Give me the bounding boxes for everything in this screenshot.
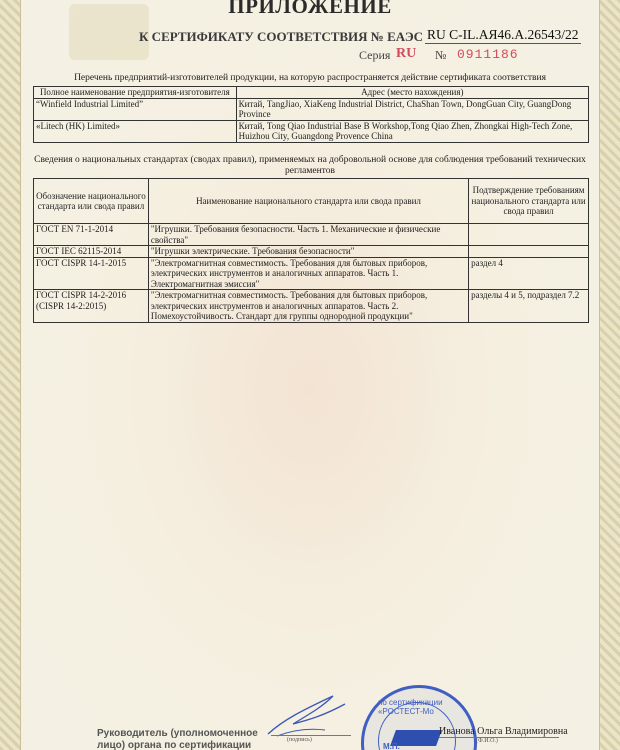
column-header: Обозначение национального стандарта или свода правил (34, 179, 149, 224)
series-value: RU (396, 46, 417, 61)
table-row (34, 246, 589, 258)
certificate-number: RU C-IL.АЯ46.А.26543/22 (427, 27, 579, 42)
standard-code: ГОСТ CISPR 14-2-2016 (CISPR 14-2:2015) (34, 290, 149, 323)
standards-intro: Сведения о национальных стандартах (сводах правил), применяемых на добровольной основе для соблюдения требований технических регламентов (34, 155, 586, 176)
number-value: 0911186 (457, 47, 519, 62)
standard-name: "Электромагнитная совместимость. Требования для бытовых приборов, электрических инструментов и аналогичных аппаратов. Часть 1. Электромагнитная эмиссия" (148, 257, 468, 290)
manufacturer-name: «Litech (HK) Limited» (34, 120, 237, 142)
standard-confirm: раздел 4 (469, 257, 589, 290)
standard-name: "Электромагнитная совместимость. Требования для бытовых приборов, электрических инструментов и аналогичных аппаратов. Часть 2. Помехоустойчивость. Стандарт для группы однородной продукции" (148, 290, 468, 323)
page-title: ПРИЛОЖЕНИЕ (228, 0, 392, 18)
manufacturer-name: “Winfield Industrial Limited” (34, 98, 237, 120)
stamp-text: по сертификации «РОСТЕСТ-Мо (378, 698, 443, 716)
column-header: Наименование национального стандарта или свода правил (148, 179, 468, 224)
standard-confirm: разделы 4 и 5, подраздел 7.2 (469, 290, 589, 323)
standard-name: "Игрушки электрические. Требования безопасности" (148, 246, 468, 258)
document-sheet (20, 0, 600, 750)
signature-line (271, 735, 351, 736)
signer-role-line1: Руководитель (уполномоченное (97, 728, 258, 739)
signature-caption: (подпись) (287, 737, 312, 743)
signer-role-line2: лицо) органа по сертификации (97, 740, 252, 750)
manufacturer-address: Китай, Tong Qiao Industrial Base B Workshop,Tong Qiao Zhen, Zhongkai High-Tech Zone, Huizhou City, Guangdong Provence China (236, 120, 588, 142)
standard-name: "Игрушки. Требования безопасности. Часть 1. Механические и физические свойства" (148, 224, 468, 246)
stamp-mark: М.П. (383, 742, 400, 750)
standards-table (33, 178, 589, 323)
standard-code: ГОСТ EN 71-1-2014 (34, 224, 149, 246)
standard-confirm (469, 224, 589, 246)
column-header: Подтверждение требованиям национального стандарта или свода правил (469, 179, 589, 224)
name-caption: (Ф.И.О.) (476, 738, 498, 744)
signer-name: Иванова Ольга Владимировна (439, 726, 568, 737)
table-row (34, 224, 589, 246)
standard-confirm (469, 246, 589, 258)
table-row (34, 257, 589, 290)
name-line (439, 737, 559, 738)
certificate-subtitle: К СЕРТИФИКАТУ СООТВЕТСТВИЯ № ЕАЭС (139, 29, 424, 44)
column-header: Адрес (место нахождения) (236, 87, 588, 99)
standard-code: ГОСТ CISPR 14-1-2015 (34, 257, 149, 290)
standard-code: ГОСТ IEC 62115-2014 (34, 246, 149, 258)
table-header-row (34, 87, 589, 99)
table-row (34, 98, 589, 120)
manufacturers-intro: Перечень предприятий-изготовителей продукции, на которую распространяется действие сертификата соответствия (74, 73, 546, 83)
table-row (34, 290, 589, 323)
table-header-row (34, 179, 589, 224)
manufacturers-table (33, 86, 589, 143)
column-header: Полное наименование предприятия-изготовителя (34, 87, 237, 99)
series-label: Серия (359, 48, 391, 62)
number-label: № (435, 48, 447, 62)
table-row (34, 120, 589, 142)
manufacturer-address: Китай, TangJiao, XiaKeng Industrial District, ChaShan Town, DongGuan City, GuangDong Province (236, 98, 588, 120)
